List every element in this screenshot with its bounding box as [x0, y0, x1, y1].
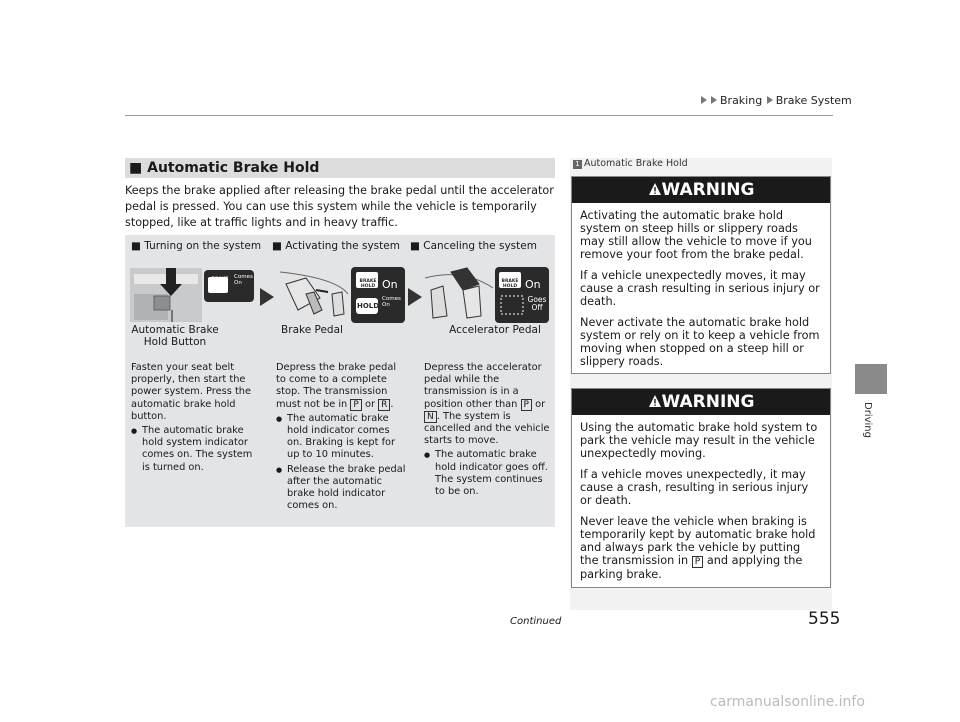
- col3-bullets: [424, 449, 552, 498]
- indicator-goes-off-label: Goes Off: [527, 295, 547, 312]
- col2-heading: ■ Activating the system: [272, 240, 400, 252]
- gear-key-p: P: [350, 399, 361, 411]
- breadcrumb-arrow-icon: [711, 96, 717, 104]
- warning-triangle-icon: [648, 394, 662, 408]
- step-arrow-icon: [408, 288, 422, 306]
- chapter-tab-marker: [855, 364, 887, 394]
- step-arrow-icon: [260, 288, 274, 306]
- brake-hold-label: BRAKE HOLD: [501, 279, 519, 289]
- col2-text: Depress the brake pedal to come to a complete stop. The transmission must not be in P or R . ● The automatic brake hold indicator comes on. Braking is kept for up to 10 minutes. ● Release the brake pedal after the automatic brake hold indicator comes on.: [276, 362, 406, 512]
- gear-key-r: R: [378, 399, 390, 411]
- indicator-on-label: On: [382, 278, 398, 291]
- warning-body: Activating the automatic brake hold system on steep hills or slippery roads may still allow the vehicle to move if you remove your foot from the brake pedal. If a vehicle unexpectedly moves, it may cause a crash resulting in serious injury or death. Never activate the automatic brake hold system or rely on it to keep a vehicle from moving when stopped on a steep hill or slippery roads.: [580, 209, 820, 368]
- warning-header: WARNING: [572, 177, 830, 203]
- gear-key-p: P: [692, 556, 703, 568]
- intro-paragraph: Keeps the brake applied after releasing the brake pedal until the accelerator pedal is pressed. You can use this system while the vehicle is temporarily stopped, like at traffic lights and in heavy traffic.: [125, 184, 554, 229]
- breadcrumb-braking[interactable]: Braking: [720, 94, 763, 107]
- page-number: 555: [808, 609, 841, 629]
- brake-pedal-illustration: [276, 264, 406, 324]
- breadcrumb-arrow-icon: [701, 96, 707, 104]
- hold-indicator-label: HOLD: [357, 302, 380, 310]
- caption-brake-pedal: Brake Pedal: [281, 324, 343, 336]
- header-rule: [125, 115, 833, 116]
- brake-pedal-icon: [276, 264, 406, 324]
- console-button-icon: [128, 264, 256, 324]
- breadcrumb: [700, 94, 852, 107]
- col1-heading: ■ Turning on the system: [131, 240, 262, 252]
- col2-bullets: [276, 413, 406, 513]
- indicator-on-label: On: [525, 278, 541, 291]
- list-item: ● The automatic brake hold indicator comes on. Braking is kept for up to 10 minutes.: [276, 413, 406, 462]
- list-item: ● The automatic brake hold indicator goes off. The system continues to be on.: [424, 449, 552, 498]
- list-item: ● Release the brake pedal after the automatic brake hold indicator comes on.: [276, 464, 406, 513]
- warning-box-1: [571, 176, 831, 374]
- gear-key-n: N: [424, 411, 437, 423]
- brake-hold-label: BRAKE HOLD: [211, 277, 229, 287]
- list-item: ● The automatic brake hold system indicator comes on. The system is turned on.: [131, 425, 259, 474]
- warning-triangle-icon: [648, 182, 662, 196]
- warning-body: Using the automatic brake hold system to park the vehicle may result in the vehicle unexpectedly moving. If a vehicle moves unexpectedly, it may cause a crash, resulting in serious injury or death. Never leave the vehicle when braking is temporarily kept by automatic brake hold and always park the vehicle by putting the transmission in P and applying the parking brake.: [580, 421, 818, 581]
- accelerator-pedal-illustration: [423, 264, 551, 324]
- reference-icon: 1: [573, 160, 582, 169]
- col3-text: Depress the accelerator pedal while the transmission is in a position other than P or N . The system is cancelled and the vehicle starts to move. ● The automatic brake hold indicator goes off. The system continues to be on.: [424, 362, 552, 498]
- col1-bullets: [131, 425, 259, 474]
- breadcrumb-arrow-icon: [767, 96, 773, 104]
- col3-heading: ■ Canceling the system: [410, 240, 537, 252]
- accelerator-pedal-icon: [423, 264, 551, 324]
- continued-label: Continued: [510, 616, 562, 627]
- gear-key-p: P: [521, 399, 532, 411]
- col1-text: Fasten your seat belt properly, then start the power system. Press the automatic brake hold button. ● The automatic brake hold system indicator comes on. The system is turned on.: [131, 362, 259, 474]
- chapter-tab-label: Driving: [862, 402, 873, 438]
- watermark: carmanualsonline.info: [710, 694, 865, 710]
- caption-brake-hold-button: Automatic Brake Hold Button: [131, 324, 219, 348]
- section-title: Automatic Brake Hold: [147, 160, 320, 176]
- section-heading: ■ Automatic Brake Hold: [125, 158, 555, 178]
- breadcrumb-brake-system[interactable]: Brake System: [775, 94, 852, 107]
- indicator-state-label: Comes On: [382, 296, 401, 308]
- warning-box-2: [571, 388, 831, 588]
- warning-header: WARNING: [572, 389, 830, 415]
- sidebar-title: 1 Automatic Brake Hold: [573, 158, 688, 169]
- caption-accelerator-pedal: Accelerator Pedal: [449, 324, 541, 336]
- brake-hold-label: BRAKE HOLD: [359, 279, 377, 289]
- indicator-state-label: Comes On: [234, 274, 253, 286]
- button-illustration: [128, 264, 256, 324]
